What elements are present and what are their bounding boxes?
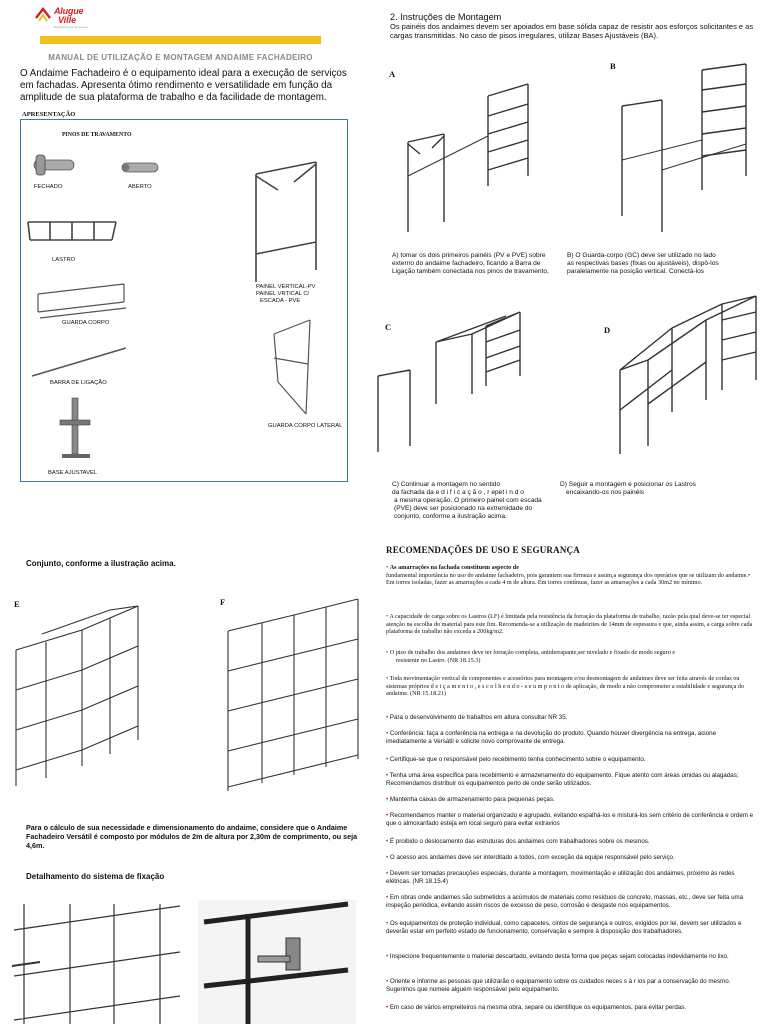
caption-c-line3: a mesma operação. O primeiro painel com escada xyxy=(394,497,542,504)
pin-open-label: ABERTO xyxy=(128,184,152,190)
rec-3-text-2: resistente no Lastro. (NR 18.15.3) xyxy=(396,656,481,664)
intro-paragraph: O Andaime Fachadeiro é o equipamento ideal para a execução de serviços em fachadas. Apresenta ótimo rendimento e versatilidade em função da amplitude de sua plataforma de trabalho e da facilidade de montagem. xyxy=(20,68,347,103)
rec-13-text: Devem ser tomadas precauções especiais, durante a montagem, movimentação e utilização dos andaimes, próximo às redes elétricas. (NR 18.15.4) xyxy=(386,870,735,885)
figure-label-f: F xyxy=(220,597,226,607)
caption-a xyxy=(392,252,564,276)
montagem-intro: Os painéis dos andaimes devem ser apoiados em base sólida capaz de resistir aos esforços solicitantes e as cargas transmitidas. No caso de pisos irregulares, utilizar Bases Ajustáveis (BA). xyxy=(390,22,754,40)
rec-item-9: • Mantenha caixas de armazenamento para pequenas peças. xyxy=(386,796,555,803)
caption-c-line4: (PVE) deve ser posicionado na extremidade do xyxy=(394,505,533,512)
caption-b xyxy=(567,252,757,276)
caption-d xyxy=(560,481,756,497)
lastro-label: LASTRO xyxy=(52,257,76,263)
guarda-corpo-label: GUARDA CORPO xyxy=(62,320,110,326)
figure-label-e: E xyxy=(14,599,20,609)
barra-ligacao-illustration xyxy=(30,346,130,380)
caption-c xyxy=(392,481,562,521)
fixacao-detail-2-illustration xyxy=(198,900,356,1024)
logo-mark-icon xyxy=(34,6,52,24)
rec-item-2: • A capacidade de carga sobre os Lastros (LF) é limitada pela resistência da forração da plataforma de trabalho, razão pela qual deve-se ter especial atenção na escolha do material para este fim. Recomenda-se a utilização de madeirites de 14mm de espessura e que, ainda assim, a carga sobre cada plataforma de trabalho não exceda a 200kg/m2. xyxy=(386,613,753,636)
rec-item-10: • Recomendamos manter o material organizado e agrupado, evitando espalhá-los e misturá-los sem critério de conferência e ordem e que o almoxarifado esteja em local seguro para evitar extravios xyxy=(386,812,754,827)
rec-item-1: • As amarrações na fachada constituem aspecto de fundamental importância no uso do andaime fachadeiro, pois garantem sua firmeza e assim,a segurança dos operários que se utilizam do andaime.• Em torres isoladas, fazer as amarrações a cada 4 m de altura. Em torres contínuas, fazer as amarrações a cada 30m2 no mínimo. xyxy=(386,564,758,587)
caption-b-line1: B) O Guarda-corpo (GC) deve ser utilizado no lado xyxy=(567,252,716,259)
rec-1-body: fundamental importância no uso do andaime fachadeiro, pois garantem sua firmeza e assim,a segurança dos operários que se utilizam do andaime.• Em torres isoladas, fazer as amarrações a cada 4 m de altura. Em torres contínuas, fazer as amarrações a cada 30m2 no mínimo. xyxy=(386,571,751,587)
rec-15-text: Os equipamentos de proteção individual, como capacetes, cintos de segurança e outros, exigidos por lei, devem ser utilizados e deverão estar em perfeito estado de funcionamento, conservação e sempre à disposição dos trabalhadores. xyxy=(386,920,742,935)
scaffold-e-illustration xyxy=(12,590,142,790)
rec-4-text: Toda movimentação vertical de componentes e acessórios para montagem e/ou desmontagem de andaimes deve ser feita através de cordas ou sistemas próprios d e i ç a m e n t o , e s c o l h e n d o - s e u m p o n t o de aplicação, de modo a não comprometer a estabilidade e segurança do andaime. (NR 15.18.21) xyxy=(386,675,745,698)
brand-tagline: Equipamentos de Acesso xyxy=(54,25,88,29)
caption-b-line2: as respectivas bases (fixas ou ajustáveis), dispô-los xyxy=(567,260,719,267)
figure-label-b: B xyxy=(610,61,616,71)
montagem-title: 2. Instruções de Montagem xyxy=(390,12,502,22)
pin-open-illustration xyxy=(118,160,160,176)
rec-item-7: • Certifique-se que o responsável pelo recebimento tenha conhecimento sobre o equipamento. xyxy=(386,756,646,763)
caption-a-line2: externo do andaime fachadeiro, ficando a Barra de xyxy=(392,260,541,267)
painel-label-line1: PAINEL VERTICAL-PV xyxy=(256,284,316,290)
rec-item-16: • Inspecione frequentemente o material descartado, evitando desta forma que peças sejam colocadas indevidamente no lixo. xyxy=(386,953,729,960)
assembly-step-c-illustration xyxy=(374,306,532,456)
figure-label-d: D xyxy=(604,325,611,335)
rec-6-text: Conferência: faça a conferência na entrega e na devolução do produto. Quando houver divergência na entrega, acione imediatamente a Versátil e solicite novo comprovante de entrega. xyxy=(386,730,717,745)
assembly-step-b-illustration xyxy=(616,60,752,236)
rec-item-8: • Tenha uma área especifica para recebimento e armazenamento do equipamento. Fique atento com áreas úmidas ou alagadas; Recomendamos distribuir os equipamentos perto de onde serão utilizados. xyxy=(386,772,739,787)
caption-b-line3: paralelamente na posição vertical. Conectá-los xyxy=(567,268,705,275)
lastro-illustration xyxy=(26,218,118,244)
rec-11-text: É proibido o deslocamento das estruturas dos andaimes com trabalhadores sobre os mesmos. xyxy=(389,838,650,845)
rec-9-text: Mantenha caixas de armazenamento para pequenas peças. xyxy=(389,796,555,803)
figure-label-a: A xyxy=(389,69,396,79)
caption-c-line5: conjunto, conforme a ilustração acima. xyxy=(394,513,507,520)
yellow-header-bar xyxy=(40,36,321,44)
rec-14-text: Em obras onde andaimes são submetidos a acúmulos de materiais como resíduos de concreto, massas, etc., deve ser feita uma inspeção periódica, evitando assim riscos de excesso de peso, corrosão e desgaste nos equipamentos. xyxy=(386,894,744,909)
rec-item-5: • Para o desenvolvimento de trabalhos em altura consultar NR 35. xyxy=(386,714,568,721)
scaffold-f-illustration xyxy=(222,595,362,795)
painel-vertical-illustration xyxy=(248,158,326,284)
rec-12-text: O acesso aos andaimes deve ser interditado a todos, com exceção da equipe responsável pelo serviço. xyxy=(389,854,675,861)
rec-item-11: • É proibido o deslocamento das estruturas dos andaimes com trabalhadores sobre os mesmos. xyxy=(386,838,650,845)
rec-item-15: • Os equipamentos de proteção individual, como capacetes, cintos de segurança e outros, exigidos por lei, devem ser utilizados e deverão estar em perfeito estado de funcionamento, conservação e sempre à disposição dos trabalhadores. xyxy=(386,920,742,935)
caption-c-line1: C) Continuar a montagem no sentido xyxy=(392,481,501,488)
painel-vertical-label xyxy=(256,284,316,305)
apresentacao-heading: APRESENTAÇÃO xyxy=(22,111,76,118)
assembly-step-d-illustration xyxy=(612,290,760,456)
rec-2-text: A capacidade de carga sobre os Lastros (LF) é limitada pela resistência da forração da plataforma de trabalho, razão pela qual deve-se ter especial atenção na escolha do material para este fim. Recomenda-se a utilização de madeirites de 14mm de espessura e que, ainda assim, a carga sobre cada plataforma de trabalho não exceda a 200kg/m2. xyxy=(386,613,753,636)
rec-item-18: • Em caso de vários empreiteiros na mesma obra, separe ou identifique os equipamentos, para evitar perdas. xyxy=(386,1004,687,1011)
fixacao-heading: Detalhamento do sistema de fixação xyxy=(26,872,165,881)
rec-7-text: Certifique-se que o responsável pelo recebimento tenha conhecimento sobre o equipamento. xyxy=(389,756,646,763)
guarda-corpo-lateral-label: GUARDA CORPO LATERAL xyxy=(268,423,343,429)
manual-title: MANUAL DE UTILIZAÇÃO E MONTAGEM ANDAIME FACHADEIRO xyxy=(48,53,313,62)
brand-logo xyxy=(34,4,94,30)
rec-item-17: • Oriente e informe as pessoas que utilizarão o equipamento sobre os cuidados neces s á r ios par a conservação do mesmo. Sugerimos que nomeie alguém responsável pelo equipamento. xyxy=(386,978,731,993)
rec-item-13: • Devem ser tomadas precauções especiais, durante a montagem, movimentação e utilização dos andaimes, próximo às redes elétricas. (NR 18.15.4) xyxy=(386,870,735,885)
calc-note: Para o cálculo de sua necessidade e dimensionamento do andaime, considere que o Andaime Fachadeiro Versátil é composto por módulos de 2m de altura por 2,30m de comprimento, ou seja 4,6m. xyxy=(26,823,358,850)
rec-item-3: • O piso de trabalho dos andaimes deve ter forração completa, antiderrapante,ser nivelado e fixado de modo seguro e resistente no Lastro. (NR 18.15.3) xyxy=(386,649,758,664)
caption-a-line3: Ligação também conectada nos pinos de travamento, xyxy=(392,268,549,275)
assembly-step-a-illustration xyxy=(400,76,536,236)
rec-item-12: • O acesso aos andaimes deve ser interditado a todos, com exceção da equipe responsável pelo serviço. xyxy=(386,854,675,861)
brand-name-line2: Ville xyxy=(58,15,77,25)
rec-17-text: Oriente e informe as pessoas que utilizarão o equipamento sobre os cuidados neces s á r ios par a conservação do mesmo. Sugerimos que nomeie alguém responsável pelo equipamento. xyxy=(386,978,731,993)
barra-ligacao-label: BARRA DE LIGAÇÃO xyxy=(50,380,107,386)
caption-a-line1: A) tomar os dois primeiros painéis (PV e PVE) sobre xyxy=(392,252,546,259)
rec-item-14: • Em obras onde andaimes são submetidos a acúmulos de materiais como resíduos de concreto, massas, etc., deve ser feita uma inspeção periódica, evitando assim riscos de excesso de peso, corrosão e desgaste nos equipamentos. xyxy=(386,894,744,909)
rec-3-text-1: O piso de trabalho dos andaimes deve ter forração completa, antiderrapante,ser nivelado e fixado de modo seguro e xyxy=(389,649,676,656)
base-ajustavel-illustration xyxy=(54,396,98,462)
fixacao-detail-1-illustration xyxy=(10,900,186,1024)
painel-label-line2: PAINEL VRTICAL C/ xyxy=(256,291,310,297)
conjunto-caption: Conjunto, conforme a ilustração acima. xyxy=(26,559,176,568)
rec-16-text: Inspecione frequentemente o material descartado, evitando desta forma que peças sejam colocadas indevidamente no lixo. xyxy=(389,953,729,960)
guarda-corpo-illustration xyxy=(36,282,128,322)
rec-item-4: • Toda movimentação vertical de componentes e acessórios para montagem e/ou desmontagem de andaimes deve ser feita através de cordas ou sistemas próprios d e i ç a m e n t o , e s c o l h e n d o - s e u m p o n t o de aplicação, de modo a não comprometer a estabilidade e segurança do andaime. (NR 15.18.21) xyxy=(386,675,745,698)
painel-label-line3: ESCADA - PVE xyxy=(260,298,301,304)
pinos-title: PINOS DE TRAVAMENTO xyxy=(62,132,132,138)
guarda-corpo-lateral-illustration xyxy=(270,318,326,422)
recomendacoes-title: RECOMENDAÇÕES DE USO E SEGURANÇA xyxy=(386,545,580,555)
rec-item-6: • Conferência: faça a conferência na entrega e na devolução do produto. Quando houver divergência na entrega, acione imediatamente a Versátil e solicite novo comprovante de entrega. xyxy=(386,730,717,745)
pin-closed-label: FECHADO xyxy=(34,184,63,190)
caption-d-line1: D) Seguir a montagem e posicionar os Lastros xyxy=(560,481,696,488)
rec-18-text: Em caso de vários empreiteiros na mesma obra, separe ou identifique os equipamentos, para evitar perdas. xyxy=(389,1004,687,1011)
figure-label-c: C xyxy=(385,322,392,332)
pin-closed-illustration xyxy=(30,152,78,178)
rec-5-text: Para o desenvolvimento de trabalhos em altura consultar NR 35. xyxy=(389,714,568,721)
rec-1-head: As amarrações na fachada constituem aspecto de xyxy=(389,564,519,571)
brand-name-line1: Alugue xyxy=(54,6,84,16)
base-ajustavel-label: BASE AJUSTAVEL xyxy=(48,470,98,476)
rec-10-text: Recomendamos manter o material organizado e agrupado, evitando espalhá-los e misturá-los sem critério de conferência e ordem e que o almoxarifado esteja em local seguro para evitar extravios xyxy=(386,812,754,827)
caption-d-line2: encaixando-os nos painéis xyxy=(566,489,645,496)
rec-8-text: Tenha uma área especifica para recebimento e armazenamento do equipamento. Fique atento com áreas úmidas ou alagadas; Recomendamos distribuir os equipamentos perto de onde serão utilizados. xyxy=(386,772,739,787)
caption-c-line2: da fachada da e d i f i c a ç ã o , r epet i n d o xyxy=(392,489,524,496)
